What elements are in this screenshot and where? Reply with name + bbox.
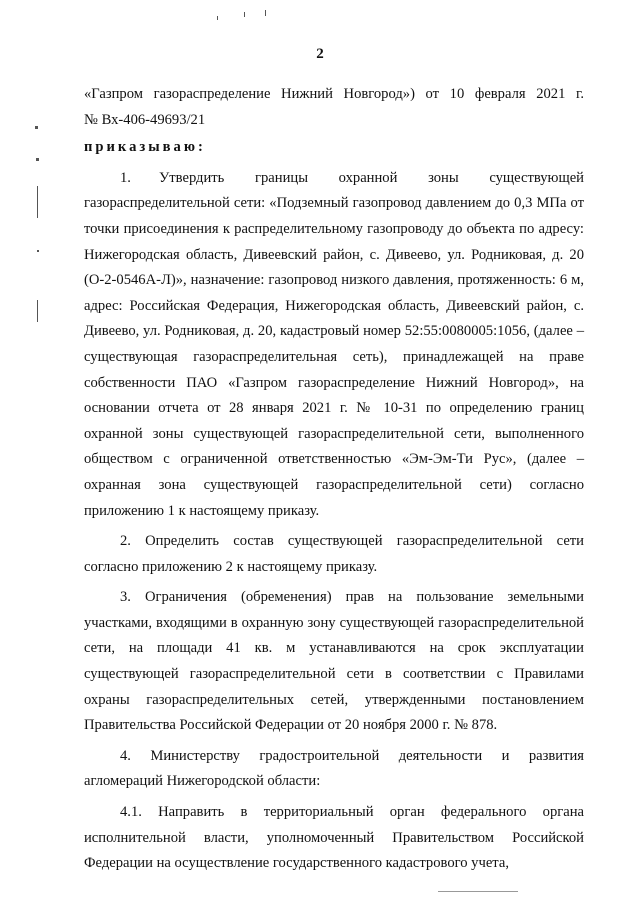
paragraph-item-4: 4. Министерству градостроительной деятельности и развития агломераций Нижегородской области: bbox=[84, 747, 584, 790]
item-1-text: Утвердить границы охранной зоны существующей газораспределительной сети: «Подземный газопровод давлением до 0,3 МПа от точки присоединения к распределительному газопроводу до объекта по адресу: Нижегородская область, Дивеевский район, с. Дивеево, ул. Родниковая, д. 20 (О-2-0546А-Л)», назначение: газопровод низкого давления, протяженность: 6 м, адрес: Российская Федерация, Нижегородская область, Дивеевский район, с. Дивеево, ул. Родниковая, д. 20, кадастровый номер 52:55:0080005:1056, (далее – существующая газораспределительная сеть), принадлежащей на праве собственности ПАО «Газпром газораспределение Нижний Новгород», на основании отчета от 28 января 2021 г. № 10-31 по определению границ охранной зоны существующей газораспределительной сети, выполненного обществом с ограниченной ответственностью «Эм-Эм-Ти Рус», (далее – охранная зона существующей газораспределительной сети) согласно приложению 1 к настоящему приказу. bbox=[84, 169, 584, 519]
scan-mark bbox=[37, 186, 38, 218]
page-number: 2 bbox=[316, 46, 324, 62]
paragraph-item-3: 3. Ограничения (обременения) прав на пользование земельными участками, входящими в охранную зону существующей газораспределительной сети, на площади 41 кв. м устанавливаются на срок эксплуатации существующей газораспределительной сети в соответствии с Правилами охраны газораспределительных сетей, утвержденными постановлением Правительства Российской Федерации от 20 ноября 2000 г. № 878. bbox=[84, 589, 584, 734]
intro-line: «Газпром газораспределение Нижний Новгород») от 10 февраля 2021 г. bbox=[84, 86, 584, 102]
item-1-number: 1. bbox=[120, 169, 131, 186]
paragraph-item-2: 2. Определить состав существующей газораспределительной сети согласно приложению 2 к настоящему приказу. bbox=[84, 533, 584, 575]
incoming-number: № Вх-406-49693/21 bbox=[84, 111, 206, 128]
paragraph-item-1 bbox=[84, 166, 584, 524]
document-body bbox=[84, 82, 584, 877]
scan-mark bbox=[35, 126, 38, 129]
scan-mark bbox=[37, 250, 39, 252]
paragraph-item-4-1: 4.1. Направить в территориальный орган федерального органа исполнительной власти, уполномоченный Правительством Российской Федерации на осуществление государственного кадастрового учета, bbox=[84, 804, 584, 872]
scan-mark bbox=[217, 16, 218, 20]
scan-mark bbox=[438, 891, 518, 892]
scan-mark bbox=[265, 10, 266, 16]
scan-mark bbox=[36, 158, 39, 161]
scan-mark bbox=[37, 300, 38, 322]
order-word: приказываю: bbox=[84, 139, 206, 156]
scan-mark bbox=[244, 12, 245, 17]
